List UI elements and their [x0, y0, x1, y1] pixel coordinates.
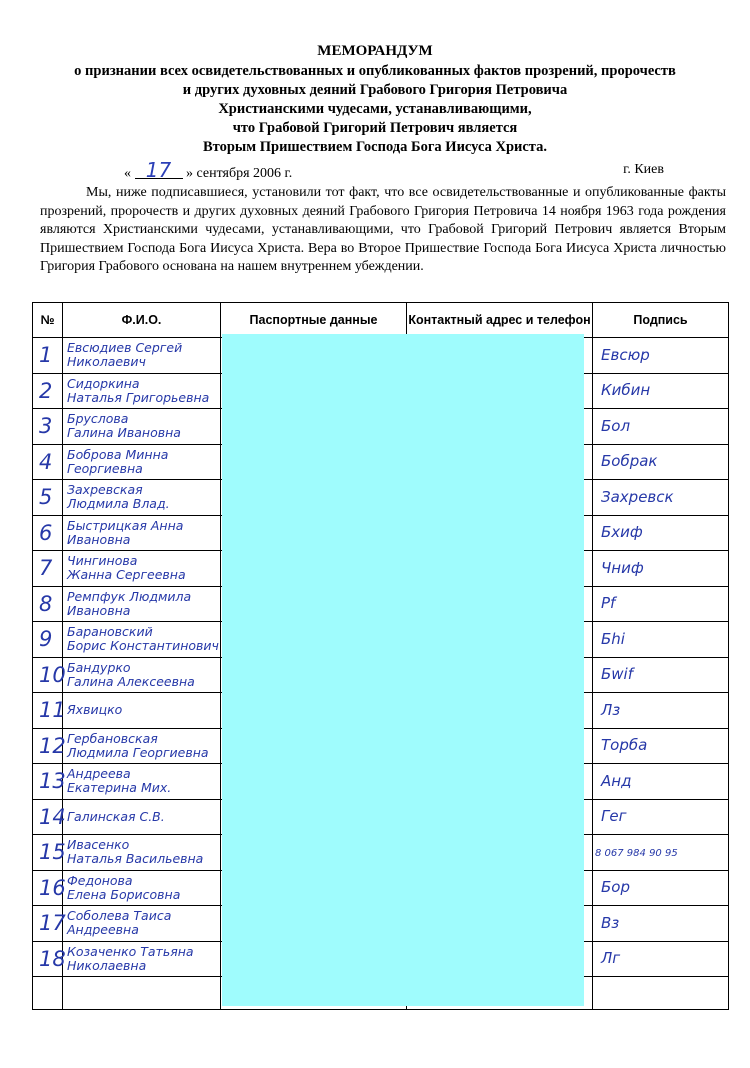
signature: Чниф	[601, 558, 644, 577]
fio-line-2: Наталья Григорьевна	[67, 389, 210, 405]
fio-line-2: Людмила Георгиевна	[67, 744, 209, 760]
fio-line-1: Чингинова	[67, 553, 138, 569]
row-fio	[63, 373, 221, 409]
row-number: 12	[33, 728, 63, 764]
signature: Бор	[601, 878, 630, 897]
table-header-row	[33, 303, 729, 338]
signature: Анд	[601, 771, 632, 790]
row-fio	[63, 480, 221, 516]
row-signature	[593, 444, 729, 480]
header-line-5: Вторым Пришествием Господа Бога Иисуса Христа.	[203, 139, 547, 155]
row-fio	[63, 338, 221, 374]
fio-line-1: Соболева Таиса	[67, 908, 172, 924]
fio-line-2: Людмила Влад.	[67, 496, 170, 512]
row-number: 10	[33, 657, 63, 693]
row-fio	[63, 693, 221, 729]
row-fio	[63, 799, 221, 835]
fio-line-1: Евсюдиев Сергей	[67, 340, 183, 356]
fio-line-1: Быстрицкая Анна	[67, 517, 184, 533]
row-signature	[593, 906, 729, 942]
row-fio	[63, 586, 221, 622]
row-number: 9	[33, 622, 63, 658]
fio-line-1: Козаченко Татьяна	[67, 943, 194, 959]
row-signature	[593, 799, 729, 835]
fio-line-1: Галинская С.В.	[67, 808, 165, 824]
fio-line-2: Екатерина Мих.	[67, 780, 172, 796]
row-signature	[593, 941, 729, 977]
fio-line-1: Барановский	[67, 624, 153, 640]
row-fio	[63, 444, 221, 480]
row-number: 6	[33, 515, 63, 551]
row-number: 7	[33, 551, 63, 587]
col-header-contact: Контактный адрес и телефон	[407, 303, 593, 338]
date-open-quote: «	[124, 166, 131, 181]
row-fio	[63, 835, 221, 871]
signature: Бhi	[601, 629, 625, 648]
row-number: 5	[33, 480, 63, 516]
fio-line-2: Борис Константинович	[67, 638, 219, 654]
row-number: 15	[33, 835, 63, 871]
fio-line-1: Федонова	[67, 872, 133, 888]
row-fio	[63, 657, 221, 693]
row-fio	[63, 941, 221, 977]
fio-line-2: Галина Алексеевна	[67, 673, 195, 689]
fio-line-2: Жанна Сергеевна	[67, 567, 186, 583]
city: г. Киев	[623, 162, 664, 177]
fio-line-1: Бруслова	[67, 411, 129, 427]
row-number: 4	[33, 444, 63, 480]
row-number: 17	[33, 906, 63, 942]
row-number: 11	[33, 693, 63, 729]
row-number: 18	[33, 941, 63, 977]
row-fio	[63, 870, 221, 906]
signature: Захревск	[601, 487, 674, 506]
fio-line-2: Ивановна	[67, 602, 131, 618]
col-header-number: №	[33, 303, 63, 338]
date-day: 17	[135, 162, 183, 179]
fio-line-1: Бандурко	[67, 659, 131, 675]
fio-line-1: Захревская	[67, 482, 143, 498]
fio-line-2: Георгиевна	[67, 460, 143, 476]
redaction-block	[222, 334, 584, 1006]
fio-line-1: Андреева	[67, 766, 131, 782]
fio-line-2: Андреевна	[67, 922, 139, 938]
row-signature	[593, 338, 729, 374]
fio-line-2: Николаевна	[67, 957, 147, 973]
row-signature	[593, 657, 729, 693]
row-signature	[593, 870, 729, 906]
row-signature	[593, 373, 729, 409]
row-signature	[593, 835, 729, 871]
row-fio	[63, 622, 221, 658]
fio-line-1: Гербановская	[67, 730, 158, 746]
fio-line-2: Ивановна	[67, 531, 131, 547]
date-month-year: » сентября 2006 г.	[186, 166, 293, 181]
signature: Бол	[601, 416, 631, 435]
header-line-3: Христианскими чудесами, устанавливающими,	[218, 101, 532, 117]
row-fio	[63, 409, 221, 445]
signature: Лз	[601, 700, 621, 719]
row-fio	[63, 515, 221, 551]
signature: Кибин	[601, 381, 651, 400]
fio-line-2: Галина Ивановна	[67, 425, 181, 441]
row-number: 14	[33, 799, 63, 835]
header-line-2: и других духовных деяний Грабового Григория Петровича	[182, 82, 568, 98]
fio-line-1: Сидоркина	[67, 375, 140, 391]
row-signature	[593, 409, 729, 445]
row-fio	[63, 551, 221, 587]
fio-line-2: Наталья Васильевна	[67, 851, 204, 867]
signature: Евсюр	[601, 345, 650, 364]
fio-line-1: Ивасенко	[67, 837, 130, 853]
fio-line-2: Николаевич	[67, 354, 146, 370]
col-header-passport: Паспортные данные	[221, 303, 407, 338]
signature: Вз	[601, 913, 620, 932]
row-number: 16	[33, 870, 63, 906]
row-signature	[593, 480, 729, 516]
signature: Торба	[601, 736, 648, 755]
row-signature	[593, 586, 729, 622]
row-signature	[593, 728, 729, 764]
row-signature	[593, 622, 729, 658]
row-number: 8	[33, 586, 63, 622]
signature: Рf	[601, 594, 616, 613]
row-fio	[63, 906, 221, 942]
row-signature	[593, 515, 729, 551]
memorandum-title: МЕМОРАНДУМ	[317, 43, 433, 59]
signature: Бwif	[601, 665, 634, 684]
row-number: 3	[33, 409, 63, 445]
header-line-1: о признании всех освидетельствованных и опубликованных фактов прозрений, пророчеств	[74, 63, 676, 79]
col-header-signature: Подпись	[593, 303, 729, 338]
signature: Гег	[601, 807, 627, 826]
fio-line-1: Яхвицко	[67, 702, 123, 718]
col-header-name: Ф.И.О.	[63, 303, 221, 338]
header-line-4: что Грабовой Григорий Петрович является	[232, 120, 518, 136]
memorandum-body: Мы, ниже подписавшиеся, установили тот факт, что все освидетельствованные и опубликованные факты прозрений, пророчеств и других духовных деяний Грабового Григория Петровича 14 ноября 1963 года рождения являются Христианскими чудесами, устанавливающими, что Грабовой Григорий Петрович является Вторым Пришествием Господа Бога Иисуса Христа. Вера во Второе Пришествие Господа Бога Иисуса Христа личностью Григория Грабового основана на нашем внутреннем убеждении.	[40, 185, 726, 275]
row-signature	[593, 693, 729, 729]
row-number: 13	[33, 764, 63, 800]
row-signature	[593, 551, 729, 587]
row-number: 2	[33, 373, 63, 409]
date-line	[124, 158, 664, 182]
fio-line-1: Боброва Минна	[67, 446, 169, 462]
fio-line-1: Ремпфук Людмила	[67, 588, 192, 604]
row-fio	[63, 764, 221, 800]
row-fio	[63, 728, 221, 764]
signature: Лг	[601, 949, 621, 968]
row-number: 1	[33, 338, 63, 374]
fio-line-2: Елена Борисовна	[67, 886, 181, 902]
signature: Бобрак	[601, 452, 658, 471]
signature: 8 067 984 90 95	[595, 848, 678, 860]
row-signature	[593, 764, 729, 800]
signature: Бхиф	[601, 523, 643, 542]
